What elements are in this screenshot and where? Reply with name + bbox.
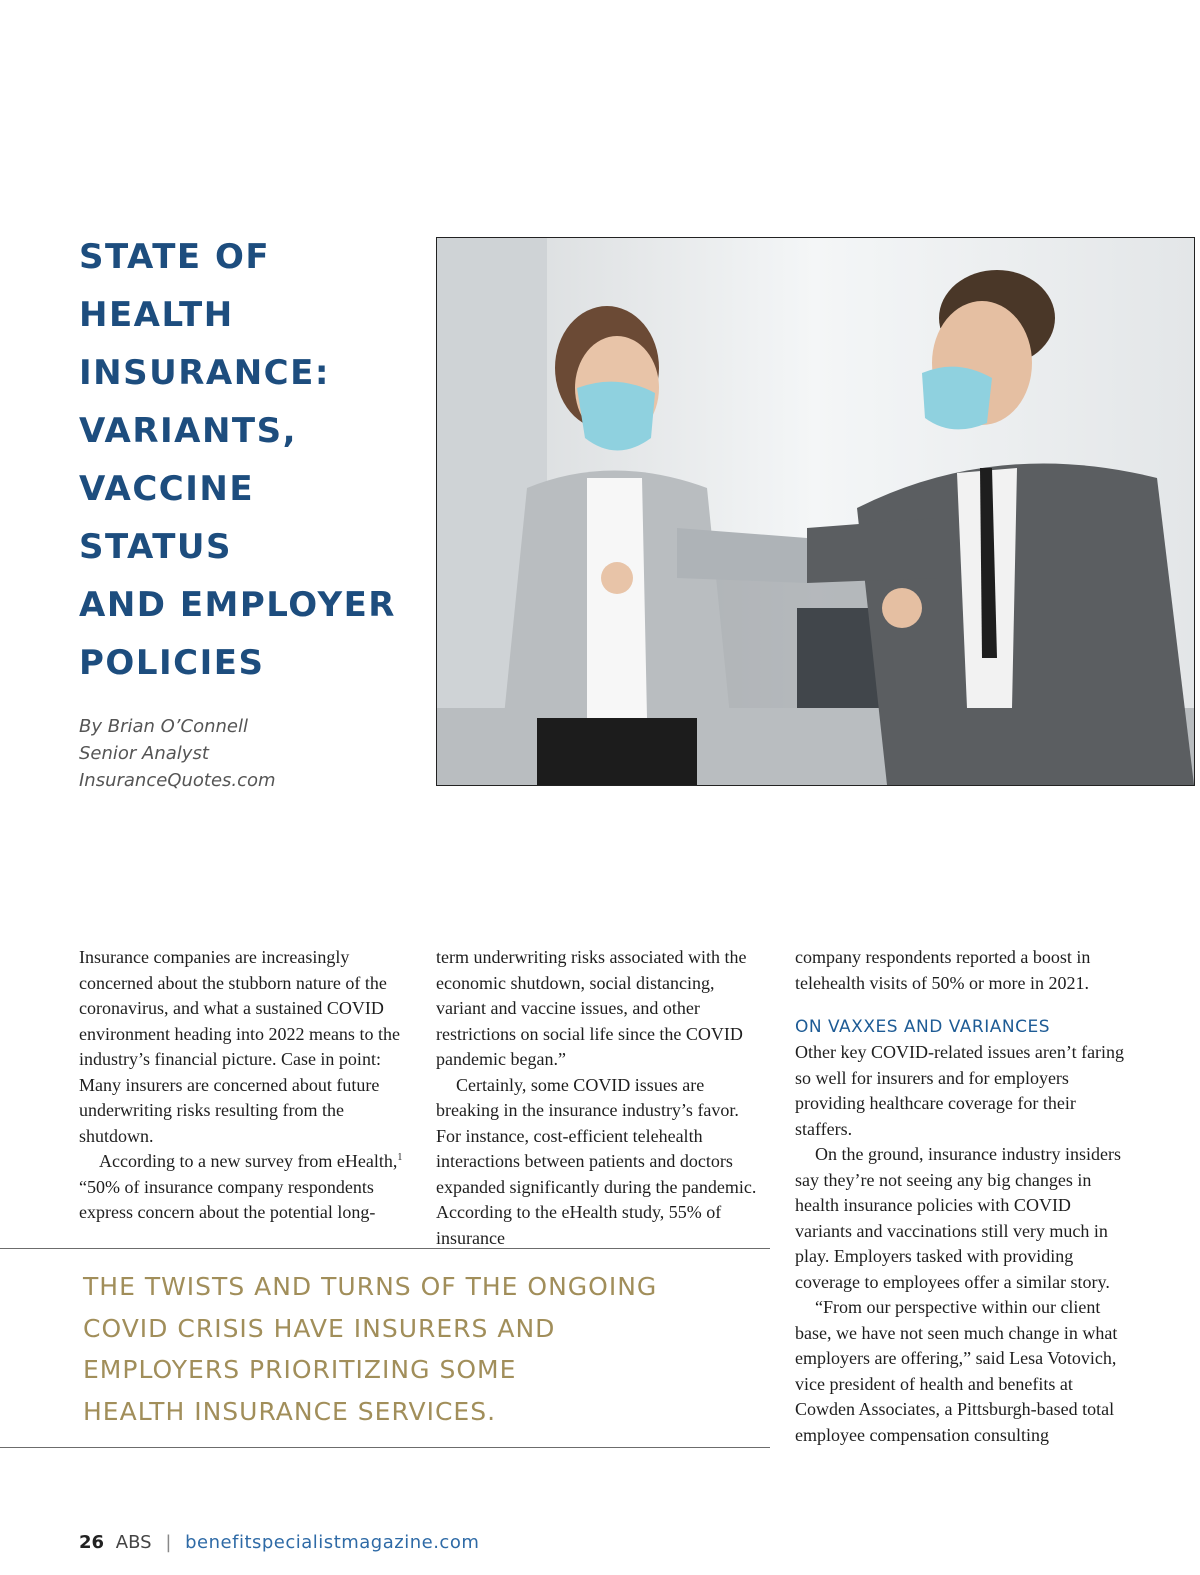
author-role: Senior Analyst [79,743,209,764]
photo-illustration [437,238,1194,785]
title-line: VARIANTS, [79,411,298,451]
pullquote [83,1266,763,1432]
page-number: 26 [79,1532,105,1553]
title-line: STATE OF [79,237,271,277]
title-line: AND EMPLOYER [79,585,396,625]
paragraph: Insurance companies are increasingly concerned about the stubborn nature of the coronavirus, and what a sustained COVID environment heading into 2022 means to the industry’s financial picture. Case in point: Many insurers are concerned about future underwriting risks resulting from the shutdown. [79,947,400,1146]
footer-separator: | [165,1532,172,1553]
paragraph: term underwriting risks associated with the economic shutdown, social distancing, variant and vaccine issues, and other restrictions on social life since the COVID pandemic began.” [436,947,747,1069]
paragraph: On the ground, insurance industry insiders say they’re not seeing any big changes in health insurance policies with COVID variants and vaccinations still very much in play. Employers tasked with providing coverage to employees offer a similar story. [795,1144,1121,1292]
byline [79,713,276,794]
article-title [79,228,419,692]
footnote-ref: 1 [397,1152,403,1163]
title-line: VACCINE STATUS [79,469,255,567]
paragraph: “From our perspective within our client base, we have not seen much change in what employers are offering,” said Lesa Votovich, vice president of health and benefits at Cowden Associates, a Pittsburgh-based total employee compensation consulting [795,1297,1118,1445]
pullquote-top-rule [0,1248,770,1249]
body-column-2 [436,945,766,1251]
coworkers-elbow-bump-photo [436,237,1195,786]
title-line: HEALTH [79,295,234,335]
pullquote-bottom-rule [0,1447,770,1448]
paragraph-text: According to a new survey from eHealth, [99,1151,398,1171]
paragraph: Certainly, some COVID issues are breaking in the insurance industry’s favor. For instance, cost-efficient telehealth interactions between patients and doctors expanded significantly during the pandemic. According to the eHealth study, 55% of insurance [436,1074,757,1248]
author-name: By Brian O’Connell [79,716,248,737]
pullquote-line: HEALTH INSURANCE SERVICES. [83,1396,497,1426]
magazine-url[interactable]: benefitspecialistmagazine.com [185,1532,480,1553]
pullquote-line: COVID CRISIS HAVE INSURERS AND [83,1313,556,1343]
paragraph: Other key COVID-related issues aren’t faring so well for insurers and for employers providing healthcare coverage for their staffers. [795,1042,1125,1139]
paragraph [79,1149,414,1226]
paragraph-text: “50% of insurance company respondents express concern about the potential long- [79,1176,376,1222]
section-subhead: ON VAXXES AND VARIANCES [795,1017,1050,1037]
magazine-name: ABS [115,1532,152,1553]
author-org: InsuranceQuotes.com [79,770,276,791]
page-footer [79,1532,479,1553]
paragraph: company respondents reported a boost in telehealth visits of 50% or more in 2021. [795,947,1091,993]
pullquote-line: THE TWISTS AND TURNS OF THE ONGOING [83,1272,658,1301]
body-column-3 [795,945,1130,1448]
title-line: POLICIES [79,643,265,683]
title-line: INSURANCE: [79,353,330,393]
body-column-1 [79,945,414,1226]
pullquote-line: EMPLOYERS PRIORITIZING SOME [83,1355,517,1384]
